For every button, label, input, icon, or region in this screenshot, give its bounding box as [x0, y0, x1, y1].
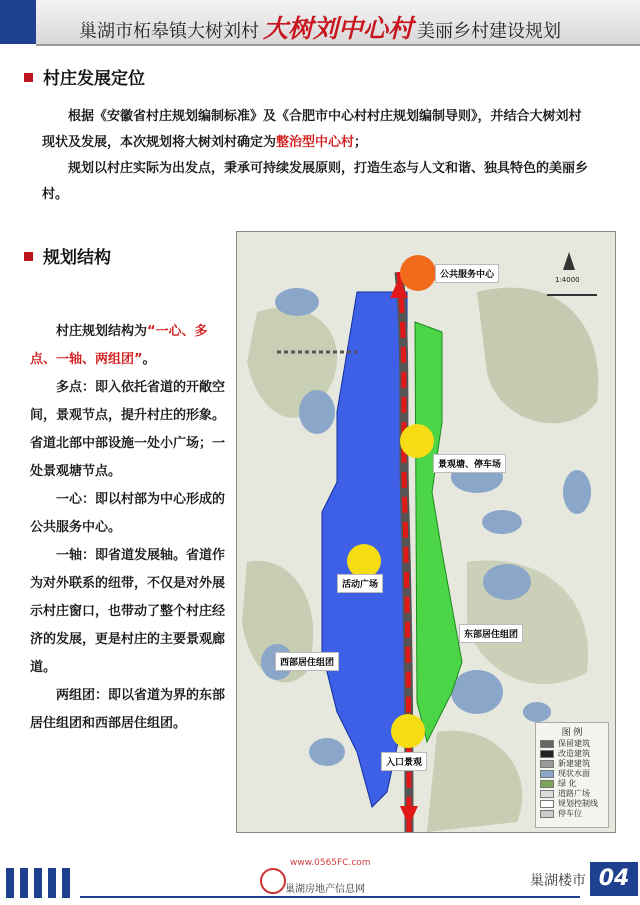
pond — [523, 702, 551, 722]
legend-label: 道路广场 — [558, 789, 590, 798]
legend-item — [540, 799, 604, 808]
legend-item — [540, 749, 604, 758]
title-emphasis: 大树刘中心村 — [262, 14, 413, 43]
pond — [563, 470, 591, 514]
legend-label: 规划控制线 — [558, 799, 598, 808]
bullet-square-icon — [24, 252, 33, 261]
section-heading-structure — [24, 243, 111, 268]
legend-label: 改造建筑 — [558, 749, 590, 758]
header — [0, 0, 640, 44]
legend-label: 绿 化 — [558, 779, 577, 788]
bullet-square-icon — [24, 73, 33, 82]
positioning-para-2: 规划以村庄实际为出发点，秉承可持续发展原则，打造生态与人文和谐、独具特色的美丽乡村。 — [42, 161, 589, 202]
map-scale: 1:4000 — [555, 276, 580, 284]
positioning-para-1 — [42, 104, 594, 156]
legend-label: 停车位 — [558, 809, 582, 818]
structure-liangzutuan: 两组团：即以省道为界的东部居住组团和西部居住组团。 — [30, 688, 226, 731]
section1-heading-text: 村庄发展定位 — [43, 69, 145, 89]
footer-watermark: www.0565FC.com — [290, 858, 371, 868]
section-heading-positioning — [24, 64, 145, 89]
legend-label: 新建建筑 — [558, 759, 590, 768]
footer-line — [80, 896, 580, 898]
intro-text-a: 村庄规划结构为 — [56, 324, 148, 339]
pond — [309, 738, 345, 766]
structure-yizhou: 一轴：即省道发展轴。省道作为对外联系的纽带，不仅是对外展示村庄窗口，也带动了整个村庄经济的发展，更是村庄的主要景观廊道。 — [30, 548, 226, 675]
legend-item — [540, 779, 604, 788]
site-logo-icon — [260, 868, 286, 894]
p1-highlight: 整治型中心村 — [276, 135, 355, 150]
label-public-center: 公共服务中心 — [435, 264, 499, 283]
page-title — [0, 9, 640, 45]
legend-label: 现状水面 — [558, 769, 590, 778]
footer-site-name: 巢湖房地产信息网 — [285, 884, 365, 895]
legend-item — [540, 759, 604, 768]
structure-duodian: 多点：即入依托省道的开敞空间，景观节点，提升村庄的形象。省道北部中部设施一处小广场；一处景观塘节点。 — [30, 380, 226, 479]
p1-text-a: 根据《安徽省村庄规划编制标准》及《合肥市中心村村庄规划编制导则》，并结合大树刘村现状及发展，本次规划将大树刘村确定为 — [42, 109, 582, 150]
label-west-group: 西部居住组团 — [275, 652, 339, 671]
planning-map — [236, 231, 616, 833]
legend-item — [540, 739, 604, 748]
label-entrance: 入口景观 — [381, 752, 427, 771]
structure-intro — [30, 318, 226, 374]
entrance-node — [391, 714, 425, 748]
wechat-account: 巢湖楼市 — [530, 873, 586, 889]
intro-text-b: 。 — [142, 352, 156, 367]
pond — [275, 288, 319, 316]
pond — [483, 564, 531, 600]
footer — [0, 858, 640, 905]
label-east-group: 东部居住组团 — [459, 624, 523, 643]
map-legend — [535, 722, 609, 828]
legend-item — [540, 789, 604, 798]
public-service-center-node — [400, 255, 436, 291]
legend-item — [540, 809, 604, 818]
p1-text-b: ； — [354, 135, 368, 150]
legend-title: 图 例 — [561, 728, 583, 738]
title-prefix: 巢湖市柘皋镇大树刘村 — [78, 21, 259, 42]
structure-text — [30, 318, 226, 738]
legend-item — [540, 769, 604, 778]
pond — [299, 390, 335, 434]
page-number: 04 — [590, 862, 638, 896]
section2-heading-text: 规划结构 — [43, 248, 111, 268]
intro-highlight: “一心、多点、一轴、两组团” — [30, 324, 208, 367]
positioning-paragraphs — [42, 104, 594, 208]
label-plaza: 活动广场 — [337, 574, 383, 593]
pond-parking-node — [400, 424, 434, 458]
pond — [451, 670, 503, 714]
plaza-node — [347, 544, 381, 578]
legend-label: 保留建筑 — [558, 739, 590, 748]
pond — [482, 510, 522, 534]
title-suffix: 美丽乡村建设规划 — [417, 21, 561, 42]
structure-yixin: 一心：即以村部为中心形成的公共服务中心。 — [30, 492, 226, 535]
label-pond-parking: 景观塘、停车场 — [433, 454, 506, 473]
